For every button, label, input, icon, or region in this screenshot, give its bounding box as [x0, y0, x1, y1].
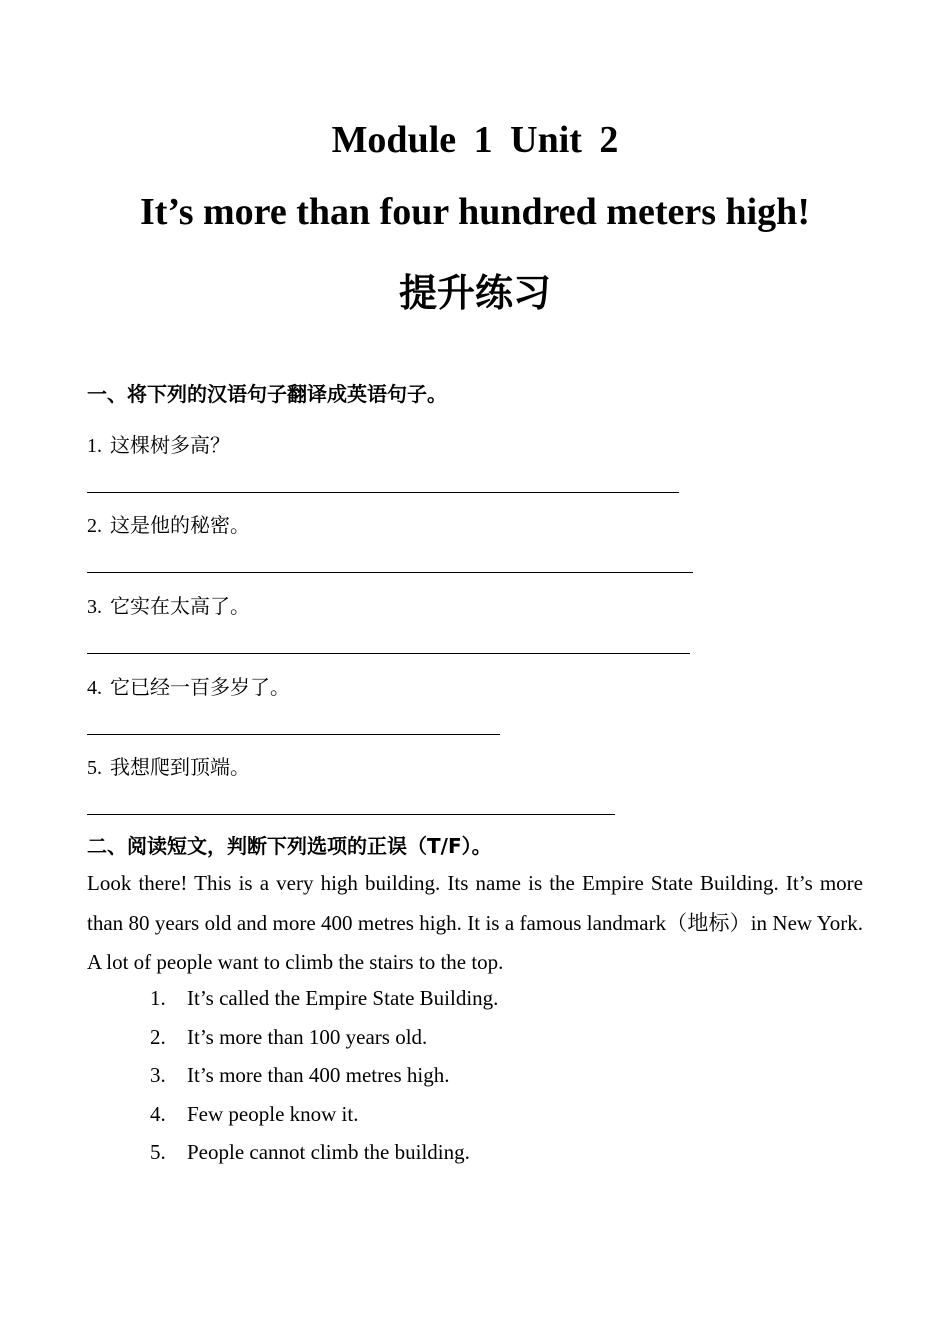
module-title: Module 1 Unit 2 [331, 119, 619, 161]
question-3 [87, 590, 250, 619]
statement-text: It’s more than 100 years old. [187, 1025, 428, 1049]
statement-1 [150, 986, 498, 1011]
section1-heading: 一、将下列的汉语句子翻译成英语句子。 [87, 382, 447, 406]
question-number: 5. [87, 757, 102, 779]
question-number: 2. [87, 515, 102, 537]
statement-text: It’s called the Empire State Building. [187, 986, 499, 1010]
statement-3 [150, 1063, 449, 1088]
question-text: 这是他的秘密。 [110, 513, 250, 537]
answer-line-3[interactable] [87, 653, 690, 654]
statement-number: 3. [150, 1063, 166, 1087]
lesson-subtitle: It’s more than four hundred meters high! [140, 191, 810, 233]
question-text: 它已经一百多岁了。 [110, 675, 290, 699]
statement-number: 4. [150, 1102, 166, 1126]
answer-line-1[interactable] [87, 492, 679, 493]
question-text: 它实在太高了。 [110, 594, 250, 618]
question-number: 3. [87, 596, 102, 618]
answer-line-5[interactable] [87, 814, 615, 815]
question-4 [87, 671, 290, 700]
question-text: 我想爬到顶端。 [110, 755, 250, 779]
reading-passage: Look there! This is a very high building. Its name is the Empire State Building. It’s more than 80 years old and more 400 metres high. It is a famous landmark（地标）in New York. A lot of people want to climb the stairs to the top. [87, 871, 863, 974]
question-text: 这棵树多高？ [110, 433, 230, 457]
exercise-title: 提升练习 [398, 271, 551, 315]
question-number: 4. [87, 677, 102, 699]
statement-text: Few people know it. [187, 1102, 359, 1126]
question-2 [87, 509, 250, 538]
statement-text: It’s more than 400 metres high. [187, 1063, 450, 1087]
answer-line-4[interactable] [87, 734, 500, 735]
statement-text: People cannot climb the building. [187, 1140, 470, 1164]
section2-heading: 二、阅读短文，判断下列选项的正误（T/F）。 [87, 834, 492, 858]
question-number: 1. [87, 435, 102, 457]
statement-number: 2. [150, 1025, 166, 1049]
statement-2 [150, 1025, 427, 1050]
statement-number: 1. [150, 986, 166, 1010]
statement-number: 5. [150, 1140, 166, 1164]
answer-line-2[interactable] [87, 572, 693, 573]
statement-4 [150, 1102, 358, 1127]
statement-5 [150, 1140, 470, 1165]
question-5 [87, 751, 250, 780]
question-1 [87, 429, 230, 458]
